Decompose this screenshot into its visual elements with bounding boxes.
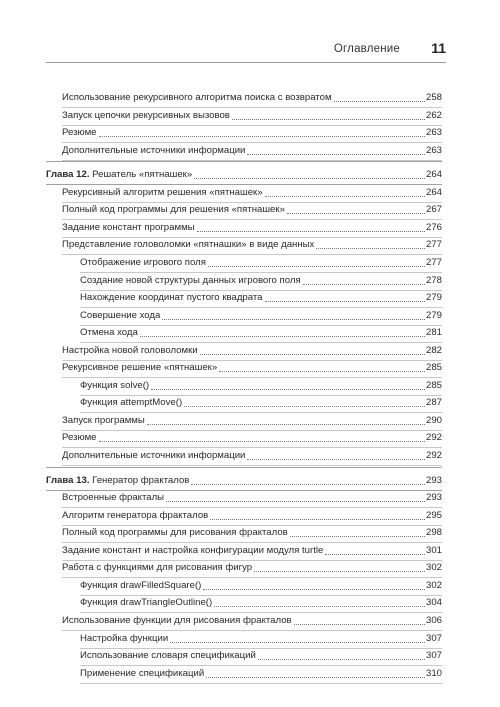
- toc-page-number: 277: [425, 239, 442, 251]
- dot-leader: [99, 440, 425, 442]
- dot-leader: [219, 370, 425, 372]
- chapter-label: Глава 13.: [46, 474, 90, 486]
- toc-entry[interactable]: [46, 86, 442, 104]
- dot-leader: [170, 641, 425, 643]
- toc-entry-title: Задание констант и настройка конфигурации модуля turtle: [62, 544, 324, 556]
- dot-leader: [194, 177, 425, 179]
- entry-underline: [80, 683, 442, 684]
- toc-entry-title: Настройка новой головоломки: [62, 344, 198, 356]
- entry-underline: [46, 490, 442, 491]
- entry-underline: [80, 665, 442, 666]
- dot-leader: [247, 153, 425, 155]
- entry-underline: [62, 202, 442, 203]
- toc-page-number: 282: [425, 344, 442, 356]
- dot-leader: [214, 605, 425, 607]
- entry-underline: [62, 142, 442, 143]
- dot-leader: [325, 553, 425, 555]
- toc-entry-title: Отображение игрового поля: [80, 256, 206, 268]
- toc-page-number: 304: [425, 597, 442, 609]
- chapter-title: Генератор фракталов: [92, 474, 190, 486]
- dot-leader: [166, 500, 425, 502]
- entry-underline: [62, 560, 442, 561]
- dot-leader: [265, 195, 425, 197]
- toc-page-number: 307: [425, 632, 442, 644]
- dot-leader: [151, 388, 425, 390]
- toc-page-number: 285: [425, 379, 442, 391]
- dot-leader: [294, 623, 425, 625]
- dot-leader: [203, 588, 425, 590]
- dot-leader: [303, 283, 425, 285]
- dot-leader: [316, 247, 425, 249]
- entry-underline: [80, 272, 442, 273]
- toc-entry-title: Функция solve(): [80, 379, 150, 391]
- dot-leader: [184, 405, 425, 407]
- toc-page-number: 267: [425, 204, 442, 216]
- toc-entry-title: Использование функции для рисования фракталов: [62, 614, 292, 626]
- toc-entry-title: Нахождение координат пустого квадрата: [80, 292, 263, 304]
- dot-leader: [287, 212, 425, 214]
- toc-entry-title: Резюме: [62, 127, 97, 139]
- toc-page-number: 264: [425, 186, 442, 198]
- toc-entry-title: Запуск программы: [62, 414, 145, 426]
- toc-entry-title: Дополнительные источники информации: [62, 450, 246, 461]
- chapter-label: Глава 12.: [46, 169, 90, 181]
- header-page-number: 11: [431, 40, 446, 56]
- toc-page-number: 262: [425, 109, 442, 121]
- toc-page-number: 310: [425, 667, 442, 679]
- entry-underline: [80, 612, 442, 613]
- dot-leader: [232, 118, 425, 120]
- toc-page-number: 301: [425, 544, 442, 556]
- toc-entry-title: Создание новой структуры данных игрового поля: [80, 274, 301, 286]
- dot-leader: [191, 483, 425, 485]
- dot-leader: [258, 658, 425, 660]
- toc-entry-title: [46, 169, 192, 181]
- entry-underline: [80, 395, 442, 396]
- entry-underline: [46, 184, 442, 185]
- toc-page-number: 302: [425, 579, 442, 591]
- entry-underline: [62, 507, 442, 508]
- dot-leader: [162, 318, 425, 320]
- entry-underline: [80, 648, 442, 649]
- toc-entry-title: Полный код программы для рисования фракталов: [62, 527, 288, 539]
- entry-underline: [80, 307, 442, 308]
- dot-leader: [210, 518, 425, 520]
- toc-entry-title: Отмена хода: [80, 327, 138, 339]
- toc-page-number: 292: [425, 450, 442, 461]
- toc-page-number: 290: [425, 414, 442, 426]
- entry-underline: [62, 525, 442, 526]
- header-section-title: Оглавление: [333, 43, 400, 55]
- toc-page-number: 285: [425, 362, 442, 374]
- dot-leader: [99, 135, 425, 137]
- toc-page-number: 287: [425, 397, 442, 409]
- toc-entry-title: Алгоритм генератора фракталов: [62, 509, 209, 521]
- toc-entry-title: Задание констант программы: [62, 221, 195, 233]
- chapter-separator: [46, 161, 442, 162]
- toc-chapter-entry[interactable]: [46, 163, 442, 181]
- entry-underline: [80, 595, 442, 596]
- entry-underline: [62, 254, 442, 255]
- entry-underline: [62, 237, 442, 238]
- toc-entry-title: Рекурсивное решение «пятнашек»: [62, 362, 218, 374]
- toc-entry-title: [46, 475, 189, 487]
- dot-leader: [290, 535, 425, 537]
- toc-entry-title: Рекурсивный алгоритм решения «пятнашек»: [62, 186, 263, 198]
- dot-leader: [254, 570, 425, 572]
- toc-entry-title: Использование словаря спецификаций: [80, 650, 256, 662]
- toc-page-number: 279: [425, 309, 442, 321]
- toc-entry-title: Дополнительные источники информации: [62, 144, 246, 156]
- toc-entry-title: Функция attemptMove(): [80, 397, 183, 409]
- dot-leader: [265, 300, 425, 302]
- toc-chapter-entry[interactable]: [46, 469, 442, 487]
- dot-leader: [334, 100, 425, 102]
- chapter-title: Решатель «пятнашек»: [92, 169, 193, 181]
- toc-entry-title: Работа с функциями для рисования фигур: [62, 562, 253, 574]
- entry-underline: [62, 542, 442, 543]
- entry-underline: [80, 325, 442, 326]
- toc-entry-title: Настройка функции: [80, 632, 169, 644]
- entry-underline: [62, 630, 442, 631]
- toc-page-number: 278: [425, 274, 442, 286]
- entry-underline: [80, 290, 442, 291]
- toc-page-number: 295: [425, 509, 442, 521]
- toc-entry-title: Функция drawTriangleOutline(): [80, 597, 213, 609]
- entry-underline: [62, 219, 442, 220]
- entry-underline: [62, 430, 442, 431]
- entry-underline: [80, 342, 442, 343]
- toc-page-number: 293: [425, 474, 442, 486]
- toc-page-number: 293: [425, 492, 442, 504]
- toc-page-number: 292: [425, 432, 442, 444]
- chapter-separator: [46, 467, 442, 468]
- toc-page-number: 298: [425, 527, 442, 539]
- toc-entry-title: Представление головоломки «пятнашки» в виде данных: [62, 239, 315, 251]
- toc-page-number: 263: [425, 144, 442, 156]
- toc-entry-title: Применение спецификаций: [80, 667, 205, 679]
- entry-underline: [62, 360, 442, 361]
- toc-entry-title: Функция drawFilledSquare(): [80, 579, 202, 591]
- toc-page-number: 258: [425, 92, 442, 103]
- dot-leader: [206, 676, 425, 678]
- toc-entry-title: Запуск цепочки рекурсивных вызовов: [62, 109, 230, 121]
- toc-page-number: 277: [425, 256, 442, 268]
- toc-entry-title: Полный код программы для решения «пятнашек»: [62, 204, 285, 216]
- toc-page-number: 302: [425, 562, 442, 574]
- toc-page-number: 276: [425, 221, 442, 233]
- toc-entry-title: Встроенные фракталы: [62, 492, 165, 504]
- entry-underline: [62, 107, 442, 108]
- entry-underline: [62, 577, 442, 578]
- entry-underline: [62, 377, 442, 378]
- toc-page-number: 281: [425, 327, 442, 339]
- entry-underline: [62, 125, 442, 126]
- dot-leader: [147, 423, 425, 425]
- dot-leader: [208, 265, 425, 267]
- toc-page-number: 263: [425, 127, 442, 139]
- dot-leader: [140, 335, 425, 337]
- running-header: [46, 40, 446, 63]
- entry-underline: [62, 447, 442, 448]
- dot-leader: [247, 458, 425, 460]
- toc-page-number: 307: [425, 650, 442, 662]
- toc-page-number: 264: [425, 169, 442, 181]
- dot-leader: [200, 353, 425, 355]
- dot-leader: [197, 230, 425, 232]
- toc-entry-title: Использование рекурсивного алгоритма поиска с возвратом: [62, 92, 332, 103]
- toc-entry-title: Совершение хода: [80, 309, 161, 321]
- toc-entry-title: Резюме: [62, 432, 97, 444]
- toc-page-number: 279: [425, 292, 442, 304]
- toc-page-number: 306: [425, 614, 442, 626]
- entry-underline: [80, 412, 442, 413]
